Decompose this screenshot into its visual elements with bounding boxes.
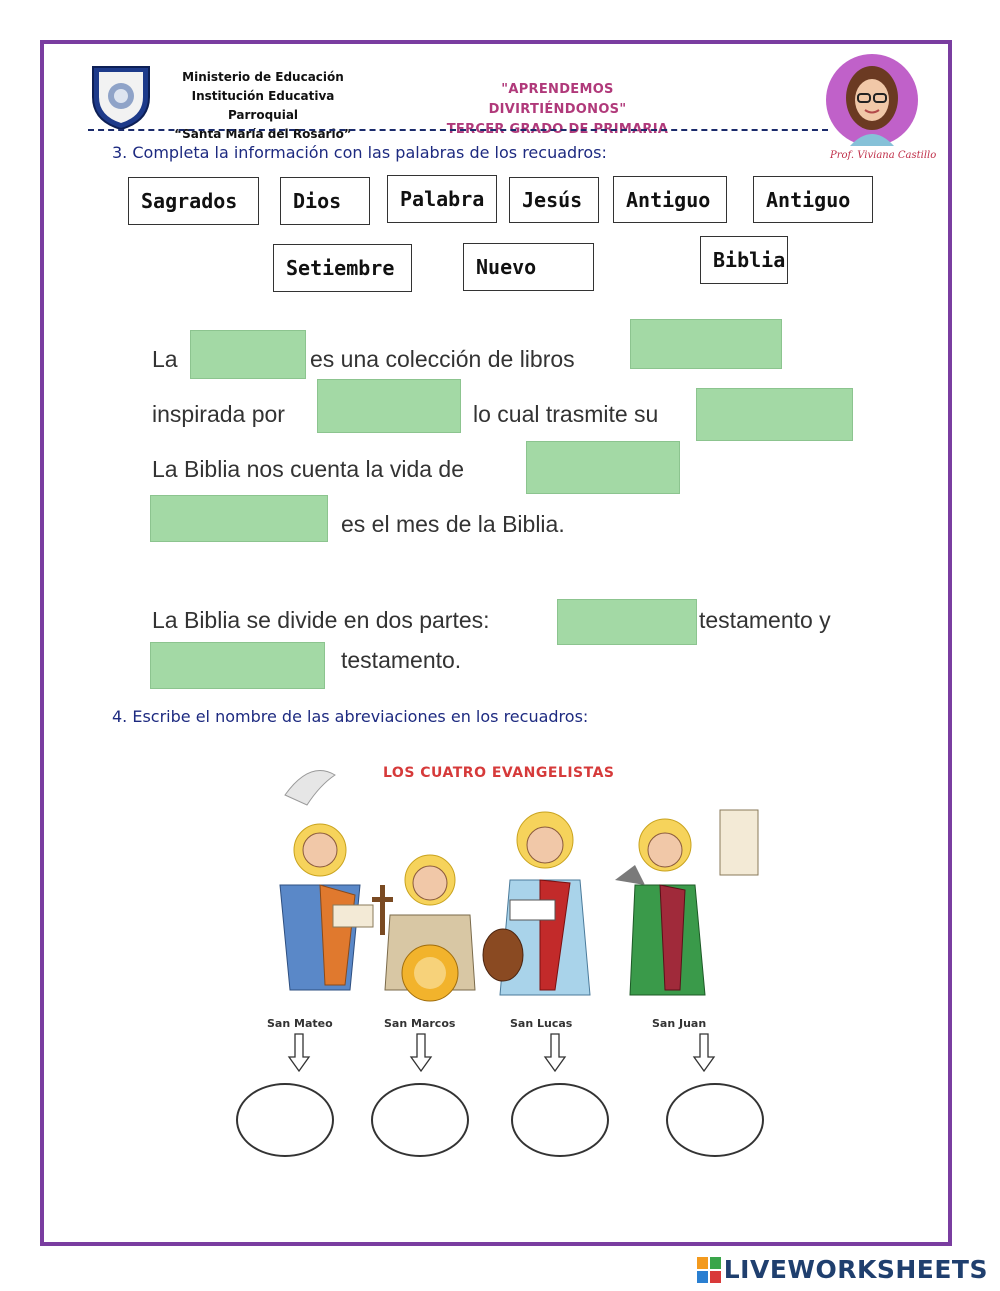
q4-instruction: 4. Escribe el nombre de las abreviaciones en los recuadros:: [112, 707, 589, 726]
answer-blank-7[interactable]: [557, 599, 697, 645]
sentence-text: inspirada por: [152, 401, 285, 427]
answer-oval-lucas[interactable]: [511, 1083, 609, 1157]
evangelist-label-mateo: San Mateo: [267, 1017, 333, 1030]
slogan-block: [445, 80, 670, 140]
sentence-text: es una colección de libros: [310, 346, 575, 372]
evangelist-label-juan: San Juan: [652, 1017, 707, 1030]
answer-blank-4[interactable]: [696, 388, 853, 441]
answer-blank-2[interactable]: [630, 319, 782, 369]
sentence-text: lo cual trasmite su: [473, 401, 659, 427]
liveworksheets-icon: [697, 1257, 721, 1283]
sentence-text: La: [152, 346, 178, 372]
school-name: [158, 68, 368, 144]
school-line: “Santa María del Rosario”: [174, 127, 352, 141]
word-box-nuevo[interactable]: Nuevo: [463, 243, 594, 291]
header-divider: [88, 129, 828, 131]
answer-blank-5[interactable]: [526, 441, 680, 494]
school-line: Institución Educativa Parroquial: [191, 89, 335, 122]
word-box-biblia[interactable]: Biblia: [700, 236, 788, 284]
answer-blank-8[interactable]: [150, 642, 325, 689]
down-arrow-icon: [287, 1033, 311, 1078]
sentence-text: La Biblia se divide en dos partes:: [152, 607, 490, 633]
slogan: "APRENDEMOS DIVIRTIÉNDONOS": [488, 82, 627, 117]
grade-label: TERCER GRADO DE PRIMARIA: [446, 122, 669, 137]
school-crest: [90, 63, 152, 131]
sentence-text: La Biblia nos cuenta la vida de: [152, 456, 464, 482]
evangelist-label-lucas: San Lucas: [510, 1017, 573, 1030]
answer-oval-mateo[interactable]: [236, 1083, 334, 1157]
q3-instruction: 3. Completa la información con las palabras de los recuadros:: [112, 143, 607, 162]
teacher-avatar: [822, 52, 922, 152]
word-box-antiguo-2[interactable]: Antiguo: [753, 176, 873, 223]
answer-blank-3[interactable]: [317, 379, 461, 433]
evangelists-illustration: [225, 755, 785, 1015]
down-arrow-icon: [692, 1033, 716, 1078]
word-box-antiguo-1[interactable]: Antiguo: [613, 176, 727, 223]
word-box-jesus[interactable]: Jesús: [509, 177, 599, 223]
answer-oval-juan[interactable]: [666, 1083, 764, 1157]
answer-oval-marcos[interactable]: [371, 1083, 469, 1157]
answer-blank-6[interactable]: [150, 495, 328, 542]
evangelist-label-marcos: San Marcos: [384, 1017, 456, 1030]
down-arrow-icon: [409, 1033, 433, 1078]
brand-name: LIVEWORKSHEETS: [723, 1255, 988, 1284]
down-arrow-icon: [543, 1033, 567, 1078]
evangelists-title: LOS CUATRO EVANGELISTAS: [383, 765, 615, 781]
liveworksheets-logo: [697, 1255, 988, 1284]
word-box-dios[interactable]: Dios: [280, 177, 370, 225]
word-box-setiembre[interactable]: Setiembre: [273, 244, 412, 292]
word-box-sagrados[interactable]: Sagrados: [128, 177, 259, 225]
sentence-text: es el mes de la Biblia.: [341, 511, 565, 537]
school-line: Ministerio de Educación: [182, 70, 344, 84]
teacher-signature: Prof. Viviana Castillo: [830, 150, 937, 161]
answer-blank-1[interactable]: [190, 330, 306, 379]
sentence-text: testamento.: [341, 647, 462, 673]
sentence-text: testamento y: [699, 607, 831, 633]
word-box-palabra[interactable]: Palabra: [387, 175, 497, 223]
